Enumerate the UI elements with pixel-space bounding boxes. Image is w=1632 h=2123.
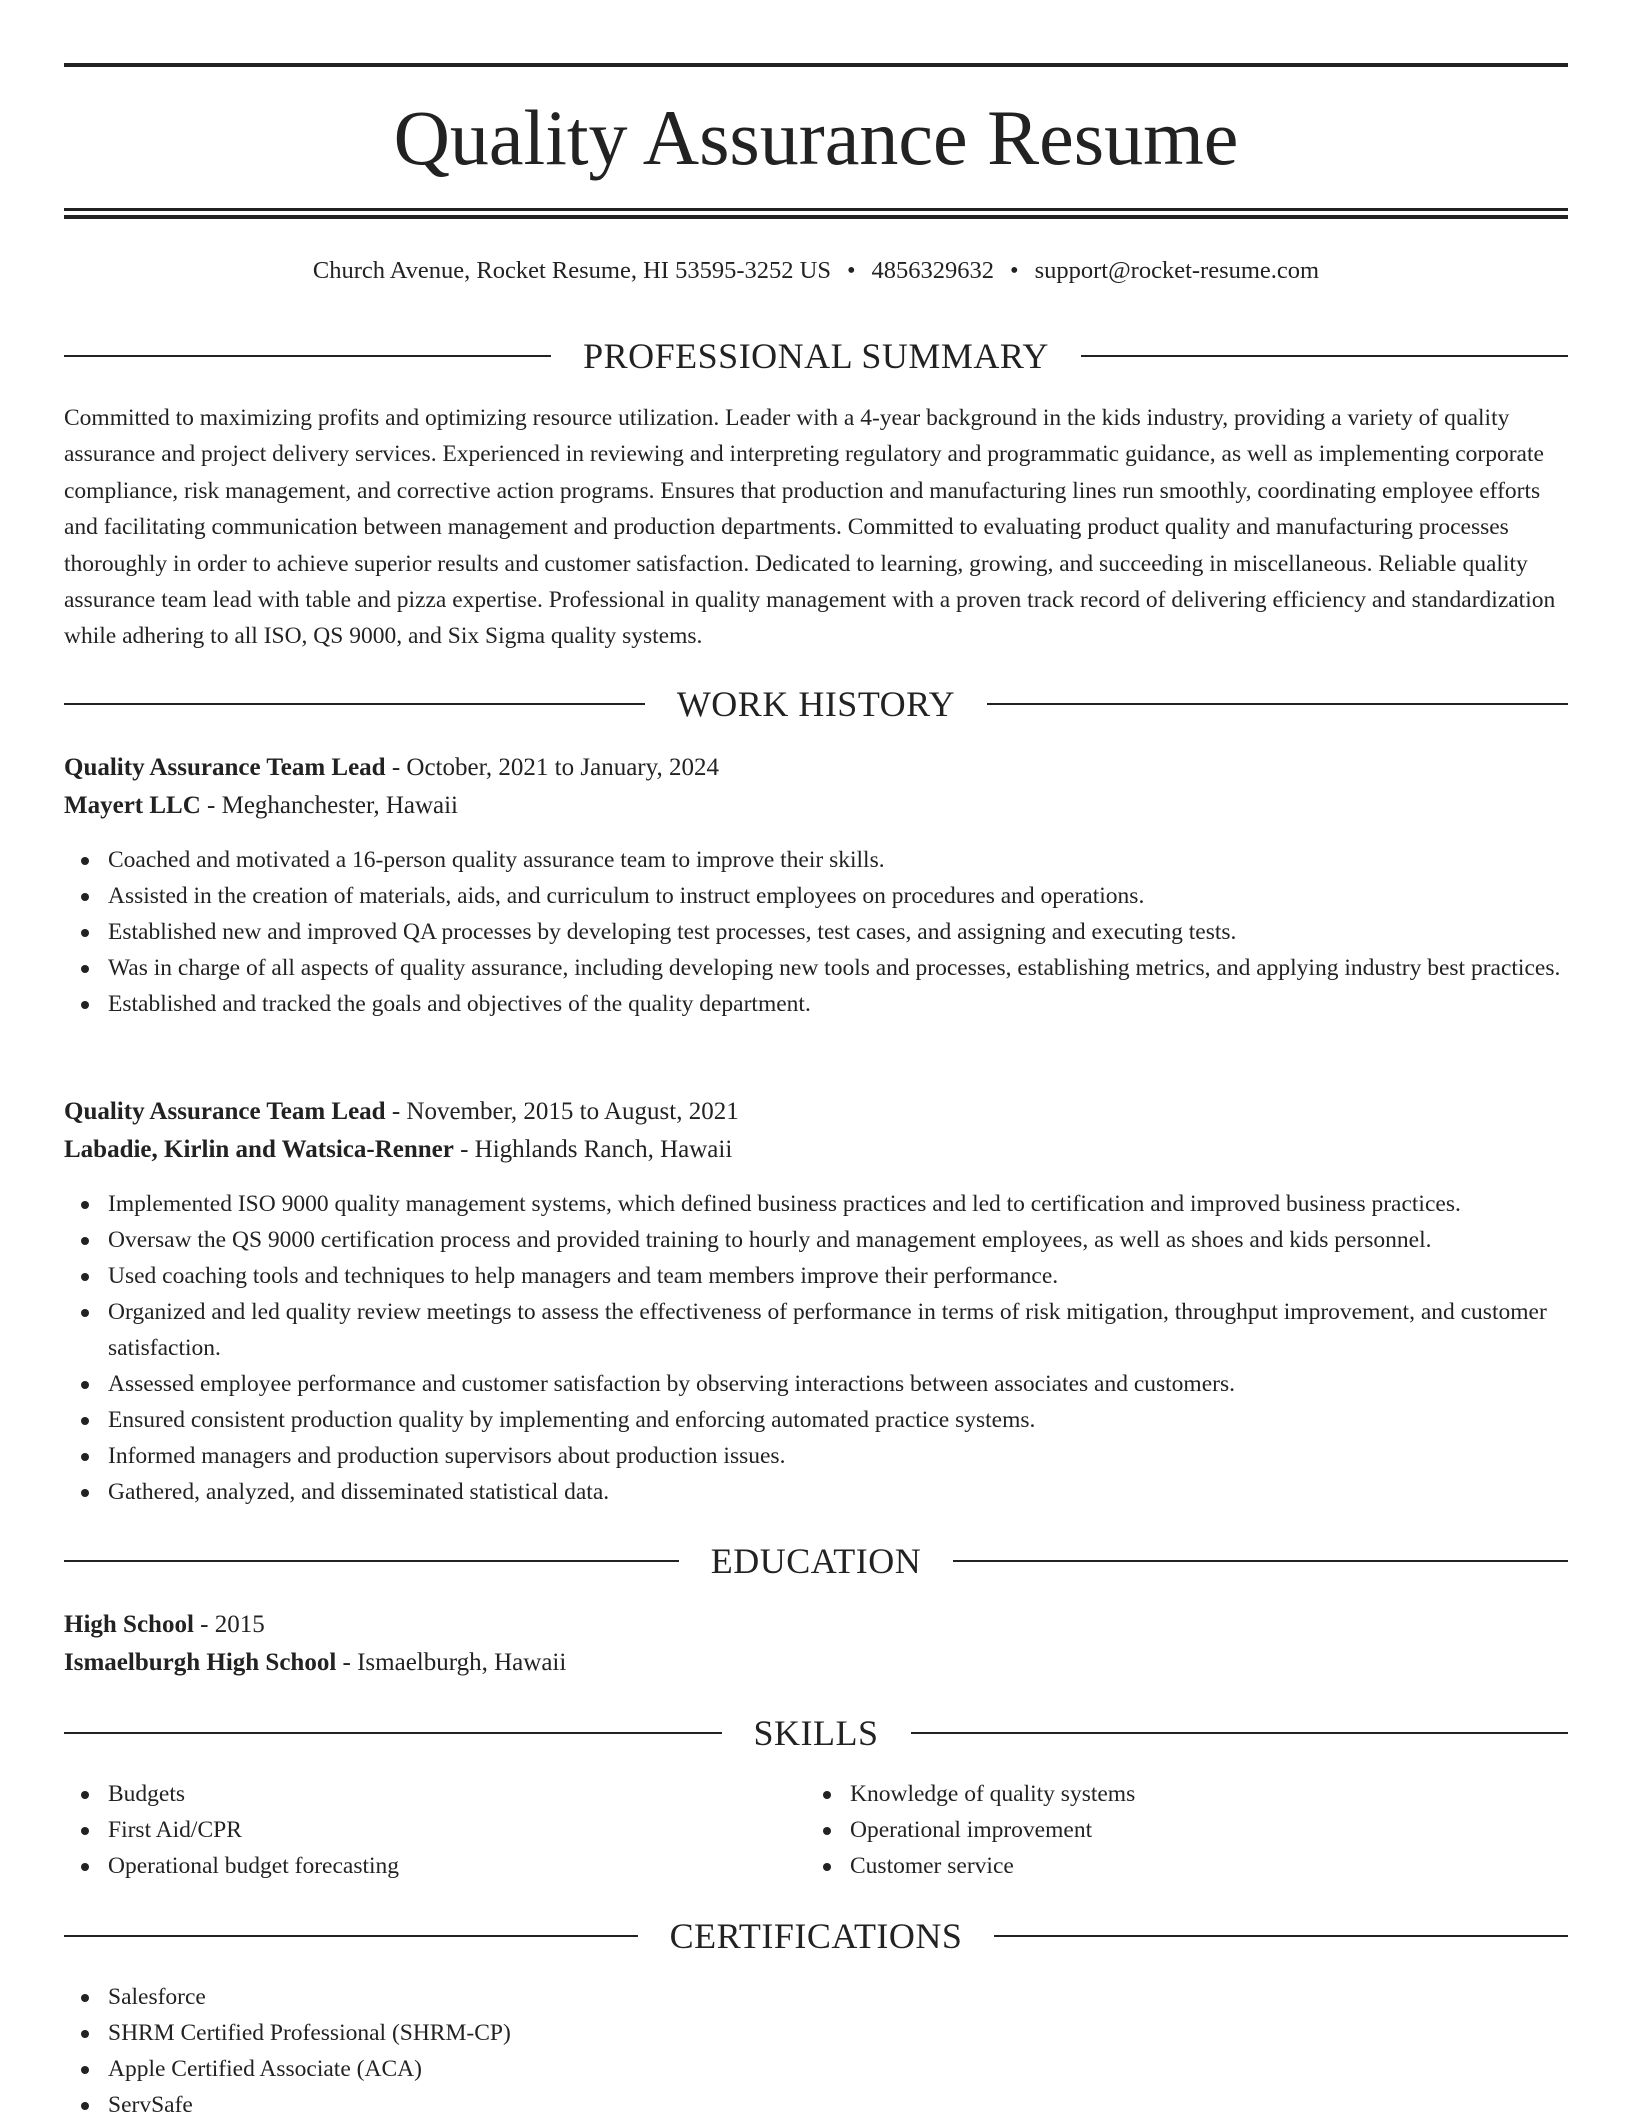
list-item: Used coaching tools and techniques to help managers and team members improve their performance. bbox=[64, 1258, 1568, 1294]
heading-rule-right bbox=[994, 1935, 1568, 1937]
section-title: SKILLS bbox=[753, 1713, 879, 1753]
job-company: Mayert LLC bbox=[64, 792, 201, 819]
job-location: - Meghanchester, Hawaii bbox=[200, 792, 459, 819]
skill-item: First Aid/CPR bbox=[64, 1812, 1568, 1848]
education-school: Ismaelburgh High School bbox=[64, 1649, 337, 1676]
list-item: Organized and led quality review meetings to assess the effectiveness of performance in terms of risk mitigation, throughput improvement, and customer satisfaction. bbox=[64, 1294, 1568, 1366]
education-location: - Ismaelburgh, Hawaii bbox=[336, 1649, 567, 1676]
certification-item: SHRM Certified Professional (SHRM-CP) bbox=[64, 2015, 1568, 2051]
contact-phone: 4856329632 bbox=[871, 257, 995, 284]
job-title-line bbox=[64, 749, 1568, 787]
contact-address: Church Avenue, Rocket Resume, HI 53595-3252 US bbox=[312, 257, 831, 284]
heading-rule-right bbox=[1081, 355, 1568, 357]
heading-rule-right bbox=[911, 1732, 1569, 1734]
job-bullets bbox=[64, 1186, 1568, 1510]
contact-separator: • bbox=[846, 257, 856, 284]
section-title: EDUCATION bbox=[710, 1541, 922, 1581]
certification-item: ServSafe bbox=[64, 2087, 1568, 2123]
job-company-line bbox=[64, 1131, 1568, 1169]
section-heading-skills bbox=[64, 1713, 1568, 1753]
list-item: Gathered, analyzed, and disseminated statistical data. bbox=[64, 1474, 1568, 1510]
job-location: - Highlands Ranch, Hawaii bbox=[453, 1136, 733, 1163]
section-heading-work bbox=[64, 684, 1568, 724]
list-item: Ensured consistent production quality by implementing and enforcing automated practice systems. bbox=[64, 1402, 1568, 1438]
job-dates: - November, 2015 to August, 2021 bbox=[385, 1098, 739, 1125]
job-title-line bbox=[64, 1093, 1568, 1131]
skill-item: Budgets bbox=[64, 1776, 1568, 1812]
list-item: Assessed employee performance and customer satisfaction by observing interactions between associates and customers. bbox=[64, 1366, 1568, 1402]
section-title: CERTIFICATIONS bbox=[669, 1916, 963, 1956]
job-company: Labadie, Kirlin and Watsica-Renner bbox=[64, 1136, 454, 1163]
certification-item: Salesforce bbox=[64, 1979, 1568, 2015]
title-rule-upper bbox=[64, 208, 1568, 211]
list-item: Assisted in the creation of materials, aids, and curriculum to instruct employees on procedures and operations. bbox=[64, 878, 1568, 914]
section-title: PROFESSIONAL SUMMARY bbox=[583, 336, 1049, 376]
heading-rule-left bbox=[64, 1560, 679, 1562]
heading-rule-left bbox=[64, 1732, 722, 1734]
top-rule bbox=[64, 63, 1568, 67]
job-title: Quality Assurance Team Lead bbox=[64, 1098, 386, 1125]
resume-title: Quality Assurance Resume bbox=[393, 94, 1239, 181]
section-heading-education bbox=[64, 1541, 1568, 1581]
contact-line bbox=[64, 253, 1568, 289]
skill-item: Operational budget forecasting bbox=[64, 1848, 1568, 1884]
skill-item: Knowledge of quality systems bbox=[806, 1776, 1632, 1812]
heading-rule-right bbox=[987, 703, 1568, 705]
list-item: Established and tracked the goals and objectives of the quality department. bbox=[64, 986, 1568, 1022]
list-item: Was in charge of all aspects of quality assurance, including developing new tools and processes, establishing metrics, and applying industry best practices. bbox=[64, 950, 1568, 986]
list-item: Coached and motivated a 16-person quality assurance team to improve their skills. bbox=[64, 842, 1568, 878]
section-heading-summary bbox=[64, 336, 1568, 376]
skills-list-right bbox=[806, 1776, 1632, 1884]
certification-item: Apple Certified Associate (ACA) bbox=[64, 2051, 1568, 2087]
heading-rule-left bbox=[64, 1935, 638, 1937]
heading-rule-left bbox=[64, 355, 551, 357]
education-degree-line bbox=[64, 1606, 1568, 1644]
summary-text: Committed to maximizing profits and optimizing resource utilization. Leader with a 4-year background in the kids industry, providing a variety of quality assurance and project delivery services. Experienced in reviewing and interpreting regulatory and programmatic guidance, as well as implementing corporate compliance, risk management, and corrective action programs. Ensures that production and manufacturing lines run smoothly, coordinating employee efforts and facilitating communication between management and production departments. Committed to evaluating product quality and manufacturing processes thoroughly in order to achieve superior results and customer satisfaction. Dedicated to learning, growing, and succeeding in miscellaneous. Reliable quality assurance team lead with table and pizza expertise. Professional in quality management with a proven track record of delivering efficiency and standardization while adhering to all ISO, QS 9000, and Six Sigma quality systems. bbox=[64, 405, 1556, 650]
education-degree: High School bbox=[64, 1611, 194, 1638]
list-item: Implemented ISO 9000 quality management systems, which defined business practices and led to certification and improved business practices. bbox=[64, 1186, 1568, 1222]
job-bullets bbox=[64, 842, 1568, 1022]
education-school-line bbox=[64, 1644, 1568, 1682]
list-item: Informed managers and production supervisors about production issues. bbox=[64, 1438, 1568, 1474]
section-heading-certifications bbox=[64, 1916, 1568, 1956]
skill-item: Customer service bbox=[806, 1848, 1632, 1884]
job-title: Quality Assurance Team Lead bbox=[64, 754, 386, 781]
job-dates: - October, 2021 to January, 2024 bbox=[385, 754, 719, 781]
list-item: Established new and improved QA processes by developing test processes, test cases, and assigning and executing tests. bbox=[64, 914, 1568, 950]
list-item: Oversaw the QS 9000 certification process and provided training to hourly and management employees, as well as shoes and kids personnel. bbox=[64, 1222, 1568, 1258]
heading-rule-right bbox=[953, 1560, 1568, 1562]
title-rule-lower bbox=[64, 215, 1568, 219]
contact-separator: • bbox=[1010, 257, 1019, 284]
skill-item: Operational improvement bbox=[806, 1812, 1632, 1848]
contact-email: support@rocket-resume.com bbox=[1034, 257, 1320, 284]
section-title: WORK HISTORY bbox=[676, 684, 956, 724]
certifications-list bbox=[64, 1979, 1568, 2123]
job-company-line bbox=[64, 787, 1568, 825]
education-year: - 2015 bbox=[193, 1611, 265, 1638]
heading-rule-left bbox=[64, 703, 645, 705]
